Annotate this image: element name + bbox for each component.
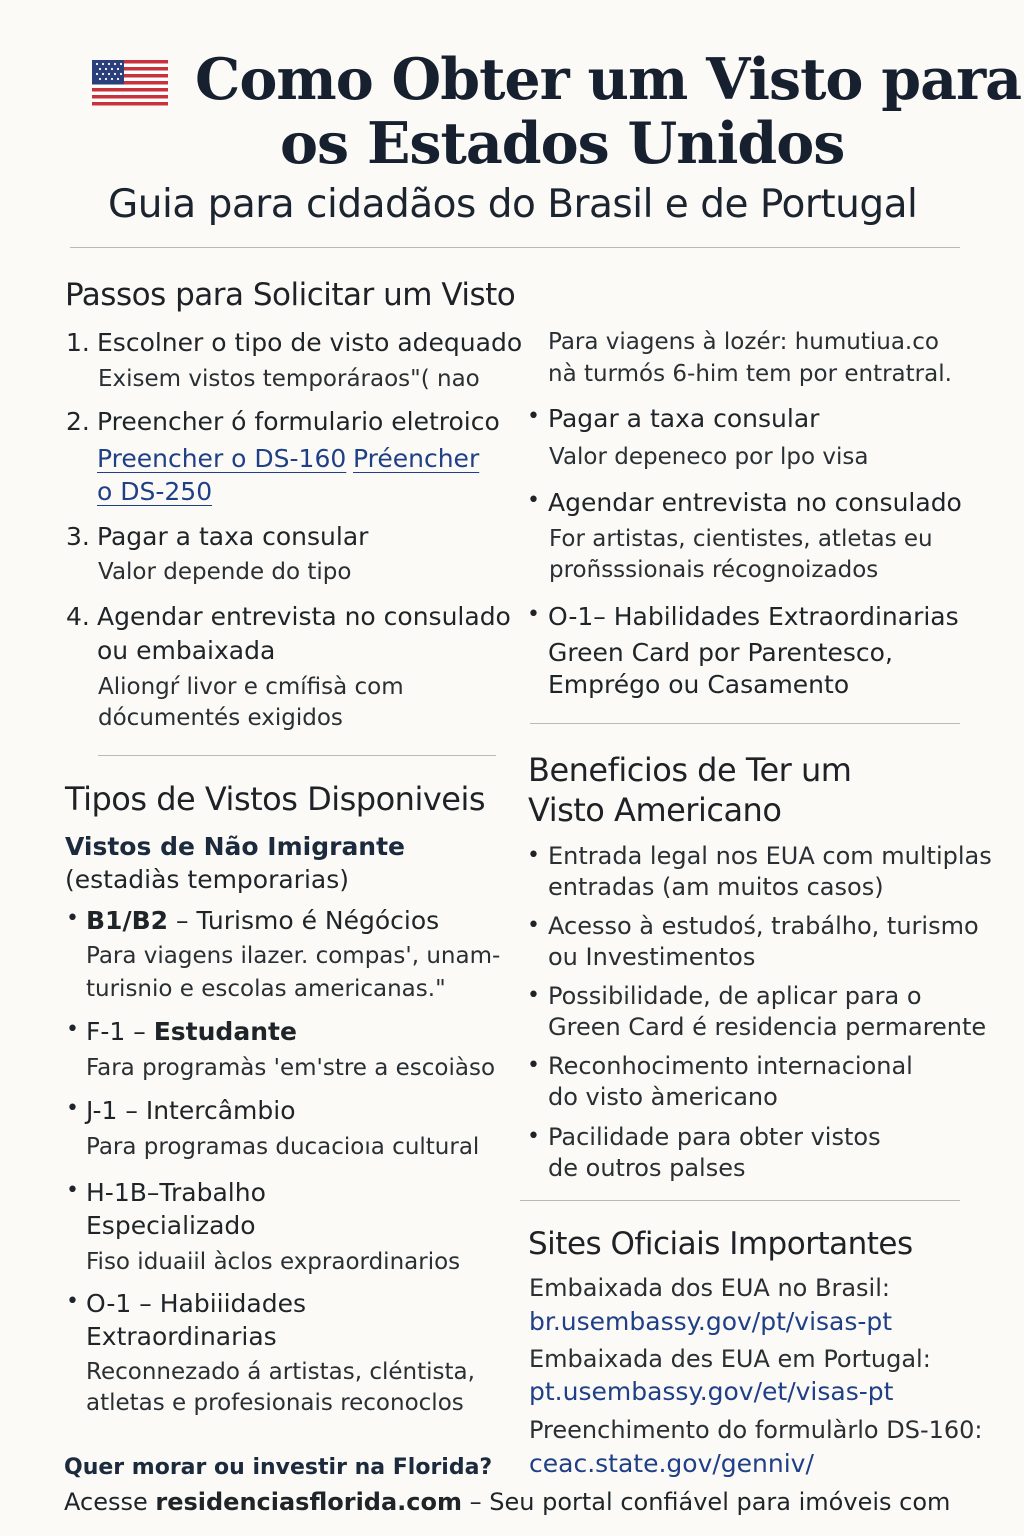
- visa-desc: Fiso iduaiil àclos expraordinarios: [86, 1249, 461, 1275]
- types-heading: Tipos de Vistos Disponiveis: [65, 780, 486, 818]
- visa-name: Habiiidades: [159, 1289, 307, 1318]
- step-title: Pagar a taxa consular: [97, 522, 369, 551]
- visa-code: F-1: [86, 1017, 126, 1046]
- step-number: 2.: [66, 407, 90, 436]
- visa-desc: atletas e profesionais reconoclos: [86, 1390, 464, 1416]
- list-item-detail: Green Card por Parentesco,: [548, 638, 893, 667]
- bullet-icon: •: [66, 906, 79, 931]
- list-item-detail: proñsssionais récognoizados: [549, 557, 879, 583]
- benefits-heading-line2: Visto Americano: [528, 791, 782, 829]
- bullet-icon: •: [527, 843, 540, 868]
- visa-type-title: H-1B–Trabalho: [86, 1178, 266, 1207]
- step-detail: Valor depende do tipo: [98, 559, 352, 585]
- bullet-icon: •: [527, 983, 540, 1008]
- site-label: Preenchimento do formulàrlo DS-160:: [529, 1416, 983, 1444]
- visa-desc: Reconnezado á artistas, cléntista,: [86, 1359, 475, 1385]
- bullet-icon: •: [527, 488, 540, 513]
- visa-type-title: B1/B2 – Turismo é Négócios: [86, 906, 440, 935]
- benefit-text: Acesso à estudoś, trabálho, turismo: [548, 912, 979, 940]
- visa-code: J-1: [86, 1096, 118, 1125]
- bullet-icon: •: [527, 913, 540, 938]
- benefit-text: Pacilidade para obter vistos: [548, 1123, 881, 1151]
- footer-question: Quer morar ou investir na Florida?: [64, 1455, 493, 1480]
- types-subheading: Vistos de Não Imigrante: [65, 832, 406, 861]
- benefits-divider: [520, 1200, 960, 1201]
- site-label: Embaixada dos EUA no Brasil:: [529, 1274, 890, 1302]
- visa-desc: Fara programàs 'em'stre a escoiàso: [86, 1055, 496, 1081]
- bullet-icon: •: [527, 1124, 540, 1149]
- visa-desc: turisnio e escolas americanas.": [86, 976, 446, 1002]
- footer-site-link[interactable]: residenciasflorida.com: [155, 1488, 463, 1516]
- list-item-detail: For artistas, cientistes, atletas eu: [549, 526, 933, 552]
- step-title: Agendar entrevista no consulado: [97, 602, 511, 631]
- sites-heading: Sites Oficiais Importantes: [528, 1226, 913, 1262]
- footer-cta-suffix: – Seu portal confiável para imóveis com: [462, 1488, 951, 1516]
- step-title-cont: ou embaixada: [97, 636, 276, 665]
- visa-code: B1/B2: [86, 906, 169, 935]
- visa-name: Estudante: [153, 1017, 297, 1046]
- types-subheading-note: (estadiàs temporarias): [65, 865, 350, 894]
- step-number: 3.: [66, 522, 90, 551]
- visa-type-title: O-1 – Habiiidades: [86, 1289, 307, 1318]
- list-item-title: Agendar entrevista no consulado: [548, 488, 962, 517]
- step-number: 1.: [66, 328, 90, 357]
- benefit-text: do visto àmericano: [548, 1083, 778, 1111]
- step-detail: Exisem vistos temporáraos"( nao: [98, 366, 480, 392]
- ds260-link-part1[interactable]: Préencher: [353, 444, 480, 473]
- list-item-title: Pagar a taxa consular: [548, 404, 820, 433]
- visa-name: Turismo é Négócios: [196, 906, 440, 935]
- benefit-text: ou Investimentos: [548, 943, 756, 971]
- site-link[interactable]: br.usembassy.gov/pt/visas-pt: [529, 1307, 893, 1336]
- site-link[interactable]: pt.usembassy.gov/et/visas-pt: [529, 1377, 894, 1406]
- benefit-text: Entrada legal nos EUA com multiplas: [548, 842, 992, 870]
- site-link[interactable]: ceac.state.gov/genniv/: [529, 1449, 814, 1478]
- header-divider: [70, 247, 960, 248]
- step-number: 4.: [66, 602, 90, 631]
- footer-cta: [64, 1488, 950, 1516]
- visa-type-title: J-1 – Intercâmbio: [86, 1096, 296, 1125]
- list-item-title: O-1– Habilidades Extraordinarias: [548, 602, 959, 631]
- bullet-icon: •: [527, 602, 540, 627]
- ds260-link-part2[interactable]: o DS-250: [97, 477, 213, 506]
- bullet-icon: •: [66, 1289, 79, 1314]
- visa-desc: Para viagens ilazer. compas', unam-: [86, 943, 501, 969]
- benefits-heading-line1: Beneficios de Ter um: [528, 751, 852, 789]
- page-title-line2: os Estados Unidos: [280, 110, 845, 177]
- steps-divider: [98, 755, 496, 756]
- visa-code: O-1: [86, 1289, 132, 1318]
- ds160-link[interactable]: Preencher o DS-160: [97, 444, 347, 473]
- benefit-text: Green Card é residencia permarente: [548, 1013, 987, 1041]
- step-title: Escolner o tipo de visto adequado: [97, 328, 523, 357]
- visa-desc: Para programas ducacioıa cultural: [86, 1134, 480, 1160]
- page-subtitle: Guia para cidadãos do Brasil e de Portugal: [108, 182, 918, 227]
- visa-code: H-1B: [86, 1178, 147, 1207]
- visa-name: Trabalho: [159, 1178, 266, 1207]
- benefit-text: Reconhocimento internacional: [548, 1052, 913, 1080]
- visa-type-title: F-1 – Estudante: [86, 1017, 297, 1046]
- footer-cta-prefix: Acesse: [64, 1488, 156, 1516]
- bullet-icon: •: [66, 1017, 79, 1042]
- intro-text: nà turmós 6-him tem por entratral.: [548, 361, 952, 387]
- steps-heading: Passos para Solicitar um Visto: [65, 277, 516, 313]
- step-detail: dócumentés exigidos: [98, 705, 343, 731]
- list-item-detail: Emprégo ou Casamento: [548, 670, 850, 699]
- benefit-text: de outros palses: [548, 1154, 746, 1182]
- visa-name-cont: Especializado: [86, 1211, 256, 1240]
- bullet-icon: •: [66, 1178, 79, 1203]
- us-flag-icon: [92, 60, 168, 106]
- benefit-text: entradas (am muitos casos): [548, 873, 884, 901]
- step-title: Preencher ó formulario eletroico: [97, 407, 500, 436]
- step-detail: Aliongŕ livor e cmífisà com: [98, 674, 404, 700]
- bullet-icon: •: [66, 1096, 79, 1121]
- bullet-icon: •: [527, 404, 540, 429]
- list-item-detail: Valor depeneco por lpo visa: [549, 444, 869, 470]
- bullet-icon: •: [527, 1053, 540, 1078]
- benefit-text: Possibilidade, de aplicar para o: [548, 982, 922, 1010]
- visa-name: Intercâmbio: [145, 1096, 296, 1125]
- page-title-line1: Como Obter um Visto para: [195, 46, 1022, 113]
- intro-text: Para viagens à lozér: humutiua.co: [548, 329, 939, 355]
- visa-name-cont: Extraordinarias: [86, 1322, 277, 1351]
- site-label: Embaixada des EUA em Portugal:: [529, 1345, 931, 1373]
- right-divider: [530, 723, 960, 724]
